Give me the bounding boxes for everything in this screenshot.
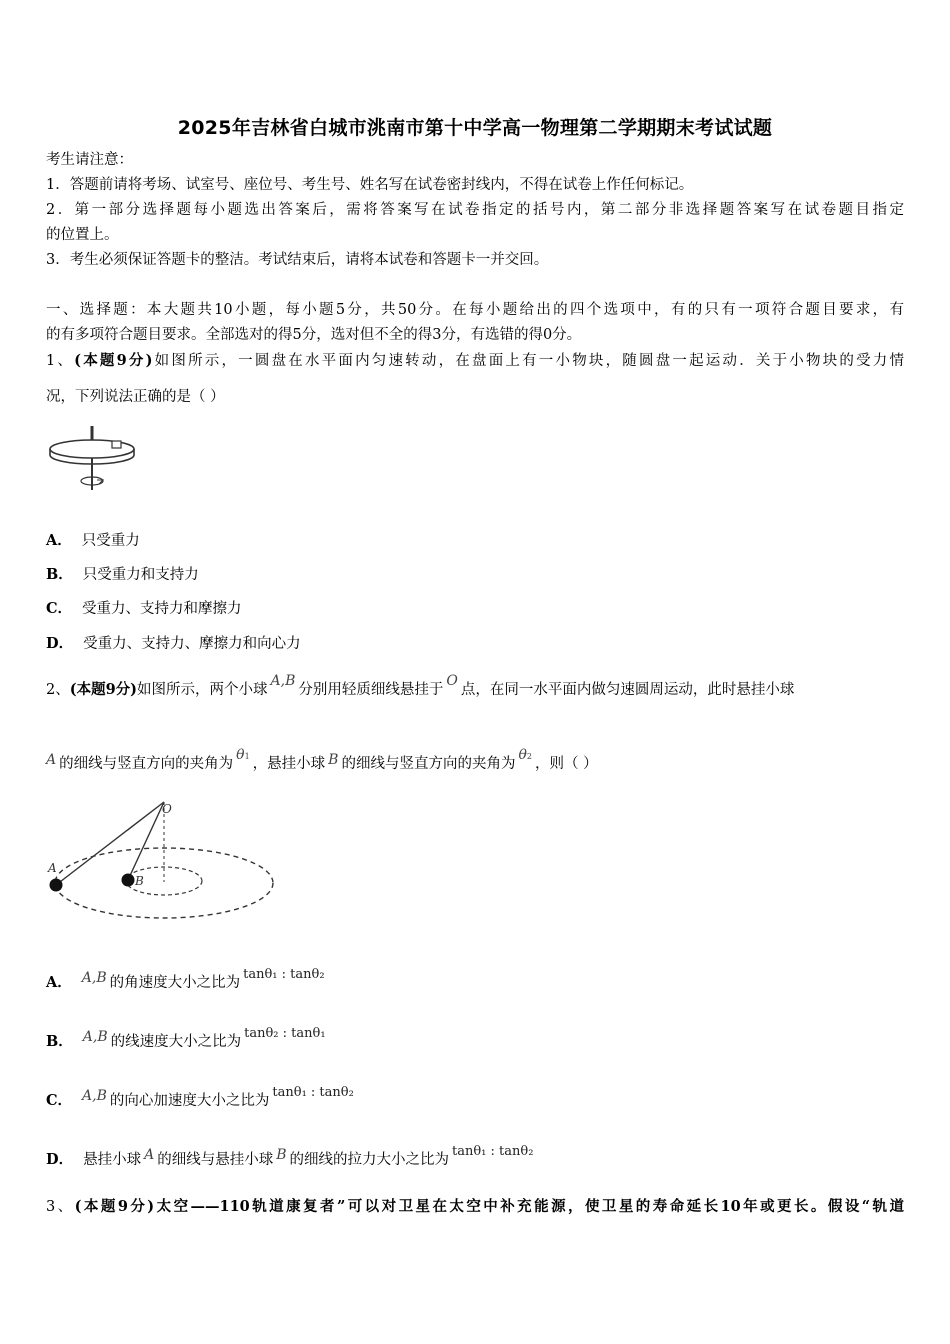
q2-option-d-text: 的细线与悬挂小球 (157, 1152, 274, 1168)
q3-score: (本题9分) (74, 1198, 155, 1215)
q2-text-4: 的细线与竖直方向的夹角为 (59, 756, 234, 772)
q1-score: (本题9分) (74, 352, 153, 369)
q2-option-b-text: 的线速度大小之比为 (110, 1034, 242, 1050)
q1-option-c-text: 受重力、支持力和摩擦力 (82, 601, 242, 617)
notice-item-2: 2．第一部分选择题每小题选出答案后，需将答案写在试卷指定的括号内，第二部分非选择题答案写在试卷题目指定 (46, 202, 904, 218)
q3-number: 3、 (46, 1199, 75, 1215)
section1-line1: 一、选择题：本大题共10小题，每小题5分，共50分。在每小题给出的四个选项中，有的只有一项符合题目要求，有 (46, 302, 904, 318)
q2-text-1: 如图所示，两个小球 (137, 682, 268, 698)
q2-line1 (46, 673, 904, 699)
q2-line2 (46, 747, 598, 773)
q1-line1 (46, 352, 904, 370)
q2-option-c-formula: tanθ₁ : tanθ₂ (272, 1085, 354, 1100)
q2-var-o: O (446, 673, 458, 689)
q3-text: 太空——110轨道康复者”可以对卫星在太空中补充能源，使卫星的寿命延长10年或更长。假设“轨道 (154, 1198, 905, 1215)
q1-option-d[interactable] (46, 635, 301, 653)
q2-theta1: θ1 (236, 747, 250, 763)
q2-option-b-var: A,B (82, 1029, 108, 1045)
q2-option-c-text: 的向心加速度大小之比为 (109, 1093, 270, 1109)
q1-text-1: 如图所示，一圆盘在水平面内匀速转动，在盘面上有一小物块，随圆盘一起运动．关于小物块的受力情 (152, 353, 905, 369)
q2-score: (本题9分) (69, 681, 138, 698)
page-title: 2025年吉林省白城市洮南市第十中学高一物理第二学期期末考试试题 (177, 117, 773, 139)
q1-option-c-label: C． (46, 600, 73, 617)
notice-item-3: 3．考生必须保证答题卡的整洁。考试结束后，请将本试卷和答题卡一并交回。 (46, 252, 549, 268)
q1-option-b-text: 只受重力和支持力 (82, 567, 199, 583)
q2-option-a-formula: tanθ₁ : tanθ₂ (243, 967, 325, 982)
q1-option-a[interactable] (46, 532, 140, 550)
q2-text-2: 分别用轻质细线悬挂于 (298, 682, 444, 698)
notice-item-1: 1．答题前请将考场、试室号、座位号、考生号、姓名写在试卷密封线内，不得在试卷上作任何标记。 (46, 177, 694, 193)
q2-option-a-var: A,B (81, 970, 107, 986)
q2-var-ab: A,B (270, 673, 296, 689)
q1-number: 1、 (46, 353, 75, 369)
q3-line1 (46, 1198, 904, 1216)
q1-option-b-label: B． (46, 566, 73, 583)
figure-label-a: A (48, 861, 57, 875)
q2-option-d-var2: B (276, 1147, 287, 1163)
q2-option-d-formula: tanθ₁ : tanθ₂ (452, 1144, 534, 1159)
q2-option-a-label: A． (46, 974, 72, 991)
q2-option-d[interactable] (46, 1144, 536, 1169)
figure-label-o: O (162, 802, 172, 816)
q2-var-b: B (328, 752, 339, 768)
q1-option-c[interactable] (46, 600, 242, 618)
q1-option-d-label: D． (46, 635, 74, 652)
q2-var-a: A (46, 752, 57, 768)
q2-number: 2、 (46, 682, 70, 698)
q2-text-6: 的细线与竖直方向的夹角为 (341, 756, 516, 772)
notice-heading: 考生请注意： (46, 152, 133, 168)
q2-option-d-var: A (144, 1147, 155, 1163)
section1-line2: 的有多项符合题目要求。全部选对的得5分，选对但不全的得3分，有选错的得0分。 (46, 327, 582, 343)
q1-option-d-text: 受重力、支持力、摩擦力和向心力 (83, 636, 301, 652)
figure-label-b: B (135, 874, 144, 888)
q2-option-b-label: B． (46, 1033, 73, 1050)
q2-option-c-var: A,B (82, 1088, 107, 1104)
q1-option-a-text: 只受重力 (81, 533, 140, 549)
q2-option-c-label: C． (46, 1092, 73, 1109)
q2-option-d-label: D． (46, 1151, 74, 1168)
q2-option-d-text2: 的细线的拉力大小之比为 (289, 1152, 449, 1168)
q2-option-b[interactable] (46, 1026, 329, 1051)
q2-option-d-pre: 悬挂小球 (83, 1152, 142, 1168)
notice-item-2-cont: 的位置上。 (46, 227, 119, 243)
q1-option-a-label: A． (46, 532, 72, 549)
q2-text-3: 点，在同一水平面内做匀速圆周运动，此时悬挂小球 (460, 682, 795, 698)
q2-option-b-formula: tanθ₂ : tanθ₁ (244, 1026, 326, 1041)
q2-text-5: ，悬挂小球 (252, 756, 326, 772)
rotating-disc-figure (46, 422, 146, 494)
q2-option-a[interactable] (46, 967, 328, 992)
q1-line2: 况，下列说法正确的是（ ） (46, 389, 225, 405)
conical-pendulum-figure (44, 796, 278, 924)
q2-option-c[interactable] (46, 1085, 357, 1110)
q2-option-a-text: 的角速度大小之比为 (109, 975, 241, 991)
q2-text-7: ，则（ ） (534, 756, 598, 772)
q1-option-b[interactable] (46, 566, 199, 584)
q2-theta2: θ2 (518, 747, 532, 763)
